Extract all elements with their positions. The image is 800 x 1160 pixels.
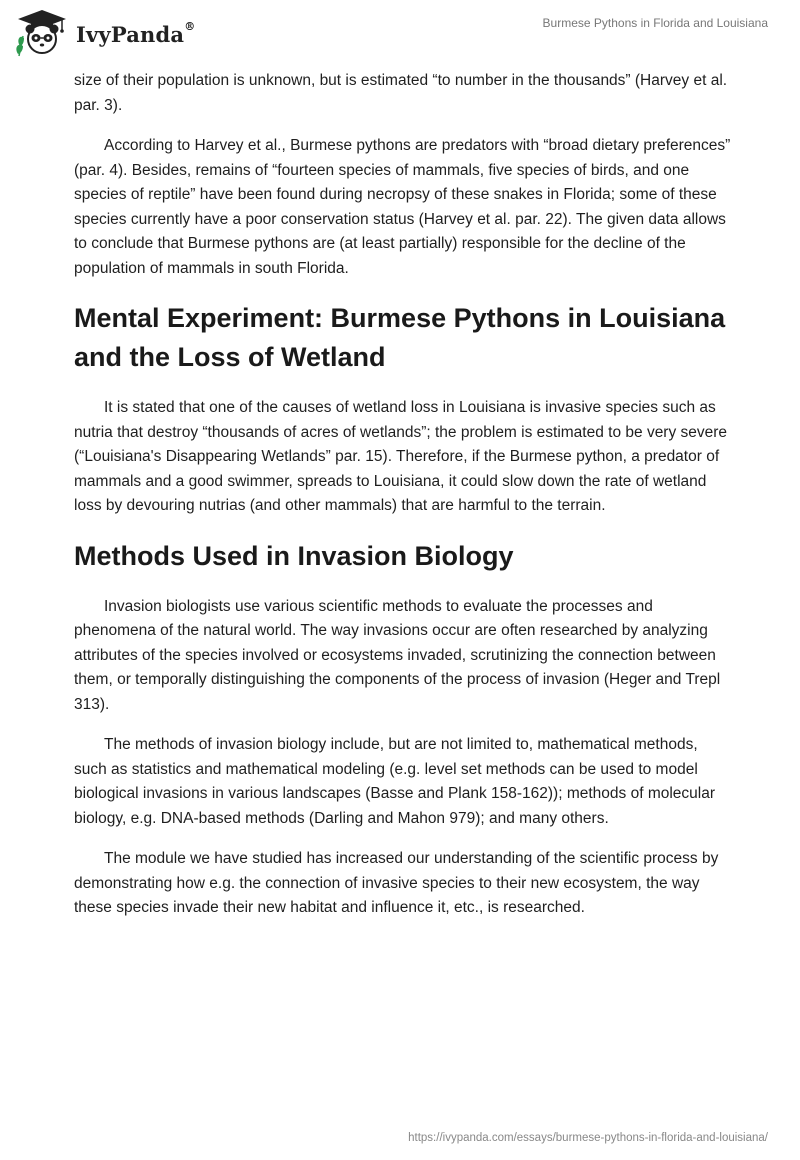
running-title: Burmese Pythons in Florida and Louisiana <box>542 16 768 30</box>
source-url-link[interactable]: https://ivypanda.com/essays/burmese-pythons-in-florida-and-louisiana/ <box>408 1132 768 1144</box>
article-body <box>74 69 734 937</box>
section-heading-methods: Methods Used in Invasion Biology <box>74 540 514 571</box>
section-heading-mental-experiment: Mental Experiment: Burmese Pythons in Louisiana and the Loss of Wetland <box>74 303 726 372</box>
paragraph-5: The methods of invasion biology include, but are not limited to, mathematical methods, such as statistics and mathematical modeling (e.g. level set methods can be used to model biological invasions in various landscapes (Basse and Plank 158-162)); methods of molecular biology, e.g. DNA-based methods (Darling and Mahon 979); and many others. <box>74 736 716 827</box>
paragraph-2: According to Harvey et al., Burmese pythons are predators with “broad dietary preferences” (par. 4). Besides, remains of “fourteen species of mammals, five species of birds, and one species of reptile” have been found during necropsy of these snakes in Florida; some of these species currently have a poor conservation status (Harvey et al. par. 22). The given data allows to conclude that Burmese pythons are (at least partially) responsible for the decline of the population of mammals in south Florida. <box>74 137 731 277</box>
paragraph-4: Invasion biologists use various scientific methods to evaluate the processes and phenomena of the natural world. The way invasions occur are often researched by analyzing attributes of the species involved or ecosystems invaded, scrutinizing the connection between them, or temporally distinguishing the components of the process of invasion (Heger and Trepl 313). <box>74 597 721 713</box>
paragraph-6: The module we have studied has increased our understanding of the scientific process by demonstrating how e.g. the connection of invasive species to their new ecosystem, the way these species invade their new habitat and influence it, etc., is researched. <box>74 850 719 916</box>
brand-logo[interactable] <box>14 8 195 58</box>
registered-mark: ® <box>184 19 196 33</box>
paragraph-3: It is stated that one of the causes of wetland loss in Louisiana is invasive species such as nutria that destroy “thousands of acres of wetlands”; the problem is estimated to be very severe (“Louisiana's Disappearing Wetlands” par. 15). Therefore, if the Burmese python, a predator of mammals and a good swimmer, spreads to Louisiana, it could slow down the rate of wetland loss by devouring nutrias (and other mammals) that are harmful to the terrain. <box>74 399 728 514</box>
paragraph-1: size of their population is unknown, but is estimated “to number in the thousands” (Harvey et al. par. 3). <box>74 72 728 114</box>
brand-name: IvyPanda® <box>76 19 196 47</box>
page-header <box>0 0 800 60</box>
panda-graduate-icon <box>14 8 70 58</box>
